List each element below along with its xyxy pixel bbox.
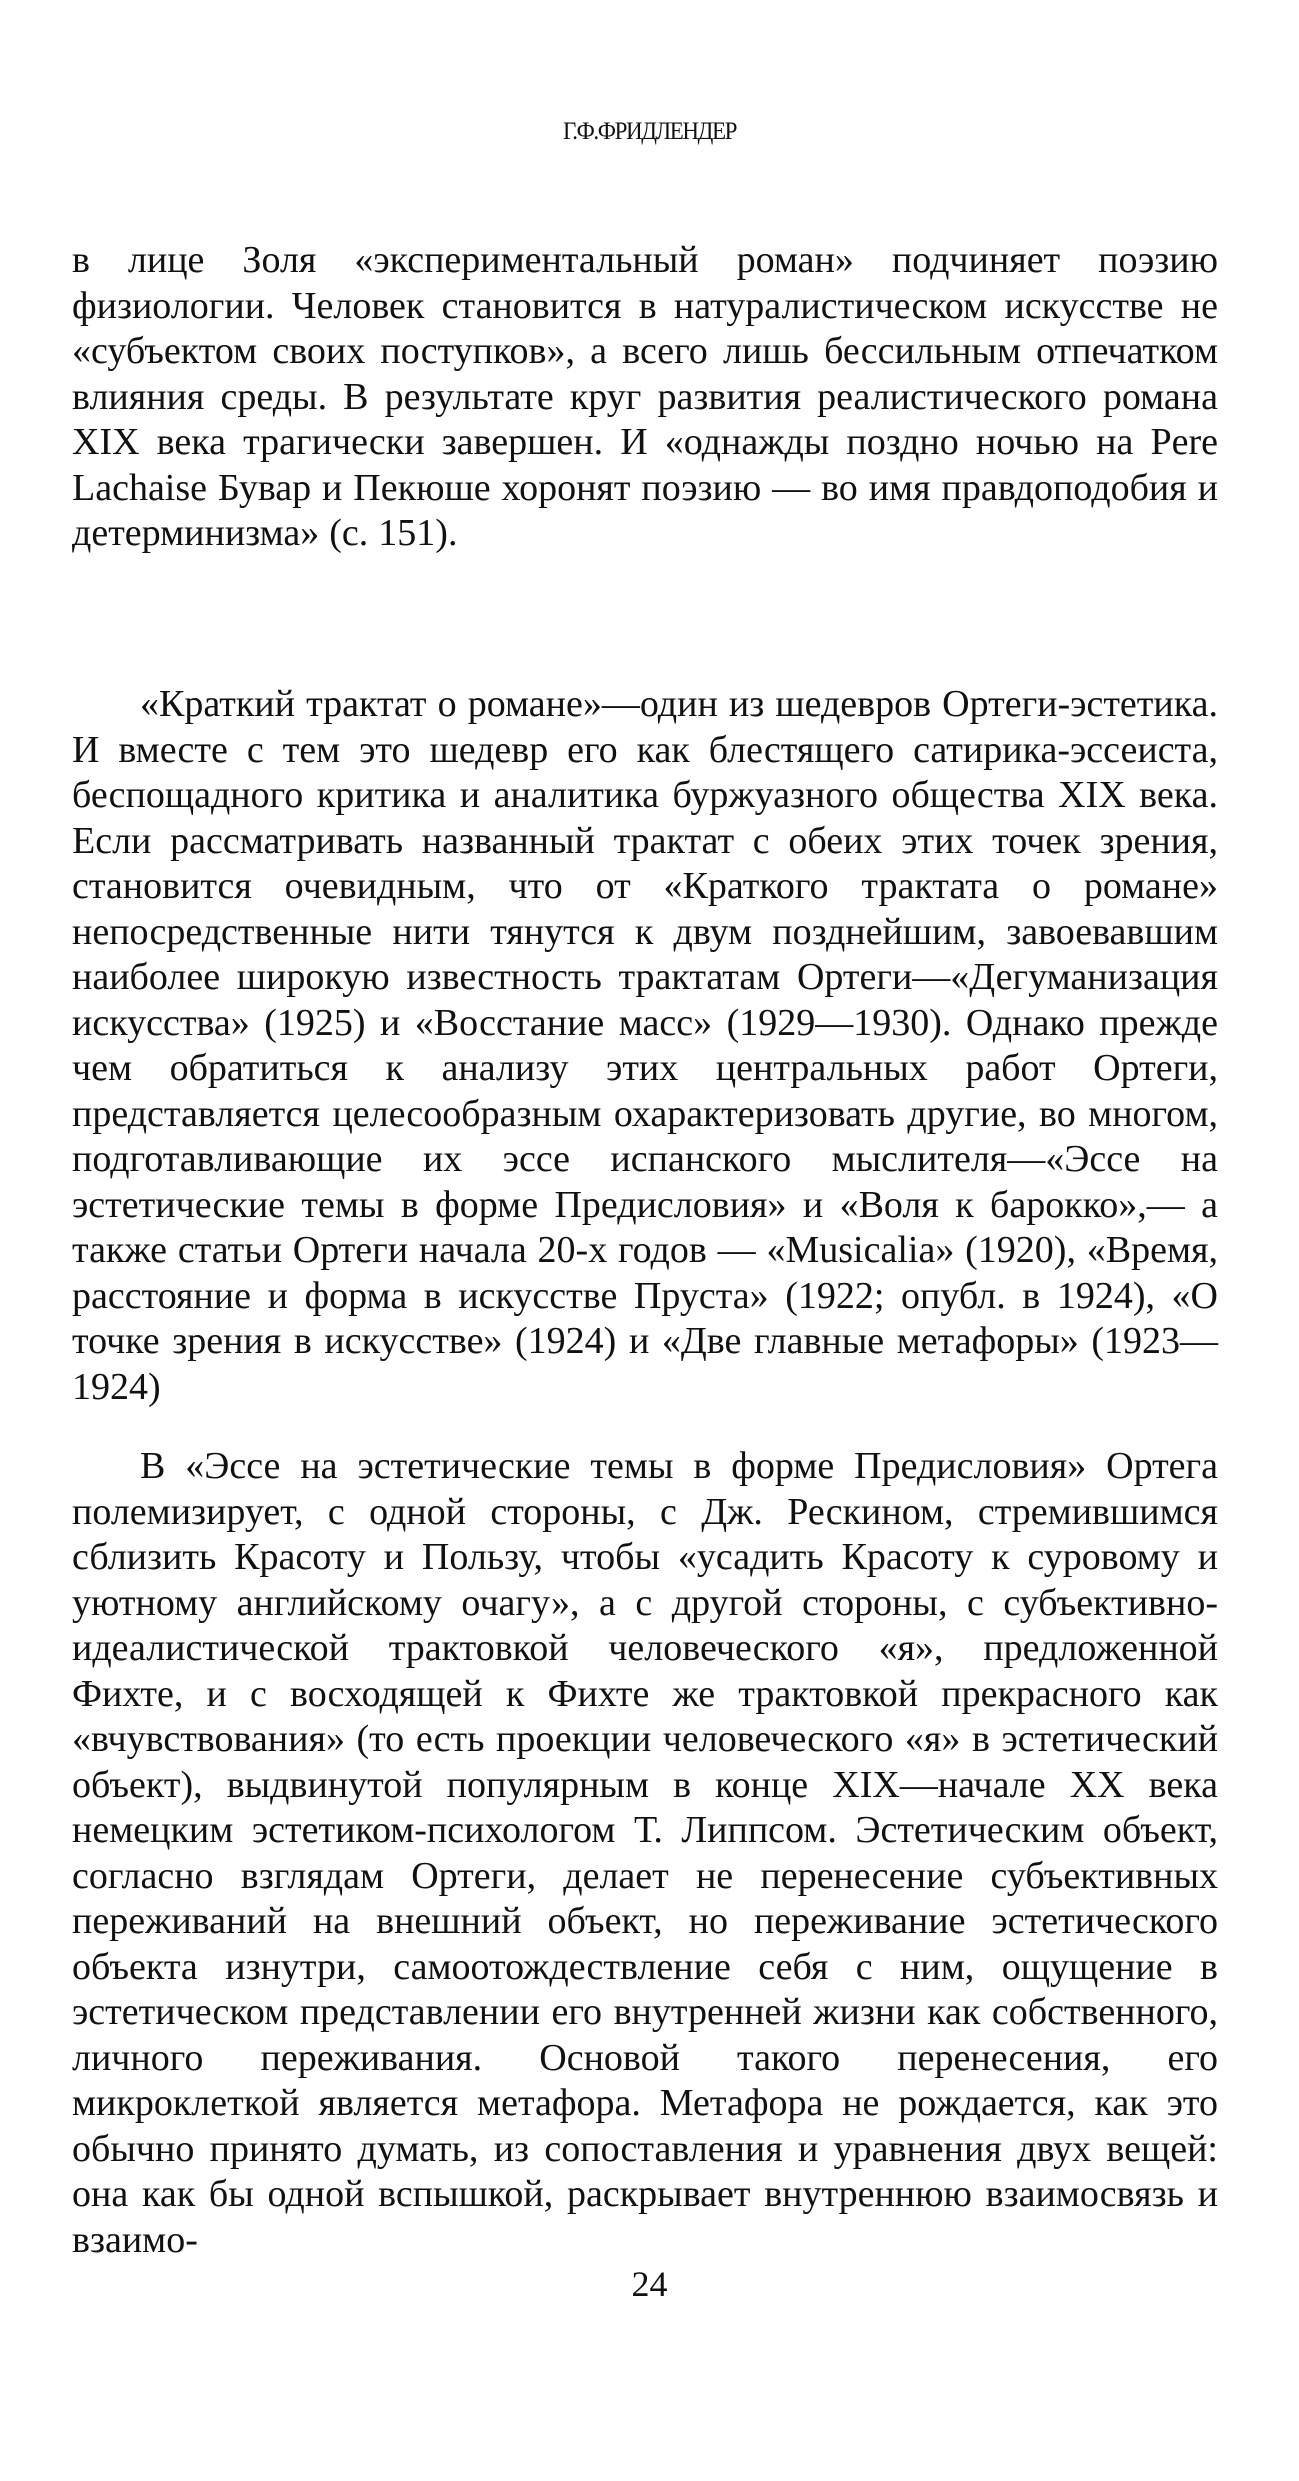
running-head: Г.Ф.ФРИДЛЕНДЕР (562, 118, 737, 145)
paragraph: В «Эссе на эстетические темы в форме Предисловия» Ортега полемизирует, с одной стороны, с Дж. Рескином, стремившимся сблизить Красоту и Пользу, чтобы «усадить Красоту к суровому и уютному английскому очагу», а с другой стороны, с субъективно-идеалистической трактовкой человеческого «я», предложенной Фихте, и с восходящей к Фихте же трактовкой прекрасного как «вчувствования» (то есть проекции человеческого «я» в эстетический объект), выдвинутой популярным в конце XIX—начале XX века немецким эстетиком-психологом Т. Липпсом. Эстетическим объект, согласно взглядам Ортеги, делает не перенесение субъективных переживаний на внешний объект, но переживание эстетического объекта изнутри, самоотождествление себя с ним, ощущение в эстетическом представлении его внутренней жизни как собственного, личного переживания. Основой такого перенесения, его микроклеткой является метафора. Метафора не рождается, как это обычно принято думать, из сопоставления и уравнения двух вещей: она как бы одной вспышкой, раскрывает внутреннюю взаимосвязь и взаимо- (72, 1445, 1218, 2261)
page-number: 24 (631, 2264, 668, 2304)
paragraph: в лице Золя «экспериментальный роман» подчиняет поэзию физиологии. Человек становится в натуралистическом искусстве не «субъектом своих поступков», а всего лишь бессильным отпечатком влияния среды. В результате круг развития реалистического романа XIX века трагически завершен. И «однажды поздно ночью на Pere Lachaise Бувар и Пекюше хоронят поэзию — во имя правдоподобия и детерминизма» (с. 151). (72, 239, 1218, 554)
text-block-essay (72, 1444, 1218, 2263)
paragraph: «Краткий трактат о романе»—один из шедевров Ортеги-эстетика. И вместе с тем это шедевр его как блестящего сатирика-эссеиста, беспощадного критика и аналитика буржуазного общества XIX века. Если рассматривать названный трактат с обеих этих точек зрения, становится очевидным, что от «Краткого трактата о романе» непосредственные нити тянутся к двум позднейшим, завоевавшим наиболее широкую известность трактатам Ортеги—«Дегуманизация искусства» (1925) и «Восстание масс» (1929—1930). Однако прежде чем обратиться к анализу этих центральных работ Ортеги, представляется целесообразным охарактеризовать другие, во многом, подготавливающие их эссе испанского мыслителя—«Эссе на эстетические темы в форме Предисловия» и «Воля к барокко»,— а также статьи Ортеги начала 20-х годов — «Musicalia» (1920), «Время, расстояние и форма в искусстве Пруста» (1922; опубл. в 1924), «О точке зрения в искусстве» (1924) и «Две главные метафоры» (1923—1924) (72, 683, 1218, 1408)
text-block-treatise (72, 682, 1218, 1410)
text-block-continuation (72, 238, 1218, 557)
